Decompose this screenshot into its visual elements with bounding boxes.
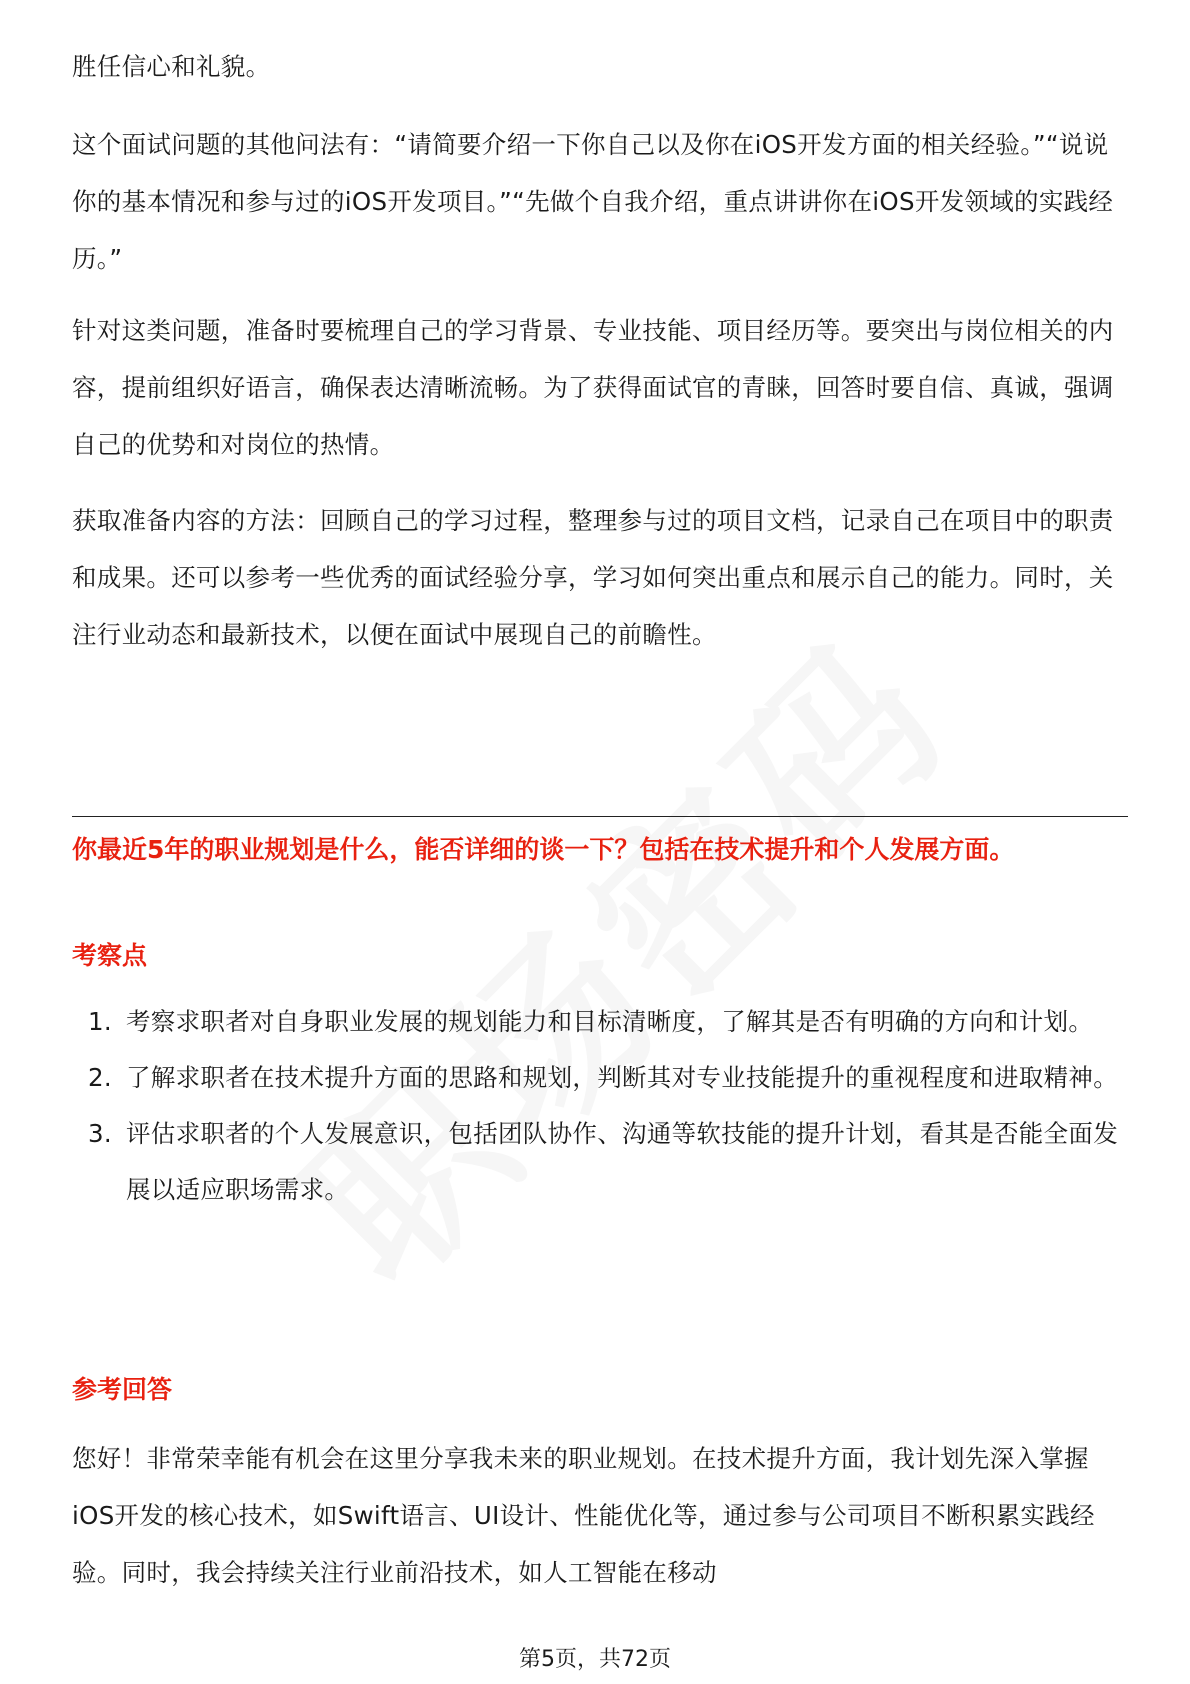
list-number: 1. bbox=[88, 1007, 112, 1036]
list-text: 评估求职者的个人发展意识，包括团队协作、沟通等软技能的提升计划，看其是否能全面发展以适应职场需求。 bbox=[126, 1119, 1118, 1204]
list-number: 3. bbox=[88, 1119, 112, 1148]
list-item bbox=[72, 1106, 1128, 1218]
section-divider bbox=[72, 816, 1128, 817]
list-number: 2. bbox=[88, 1063, 112, 1092]
page-footer: 第5页，共72页 bbox=[519, 1647, 671, 1672]
paragraph-3: 针对这类问题，准备时要梳理自己的学习背景、专业技能、项目经历等。要突出与岗位相关的内容，提前组织好语言，确保表达清晰流畅。为了获得面试官的青睐，回答时要自信、真诚，强调自己的优势和对岗位的热情。 bbox=[72, 316, 1114, 459]
list-item bbox=[72, 1050, 1128, 1106]
list-item bbox=[72, 994, 1128, 1050]
answer-paragraph: 您好！非常荣幸能有机会在这里分享我未来的职业规划。在技术提升方面，我计划先深入掌握iOS开发的核心技术，如Swift语言、UI设计、性能优化等，通过参与公司项目不断积累实践经验。同时，我会持续关注行业前沿技术，如人工智能在移动 bbox=[72, 1444, 1095, 1587]
points-heading: 考察点 bbox=[72, 941, 148, 970]
question-title: 你最近5年的职业规划是什么，能否详细的谈一下？包括在技术提升和个人发展方面。 bbox=[72, 835, 1015, 864]
list-text: 了解求职者在技术提升方面的思路和规划，判断其对专业技能提升的重视程度和进取精神。 bbox=[126, 1063, 1118, 1092]
paragraph-4: 获取准备内容的方法：回顾自己的学习过程，整理参与过的项目文档，记录自己在项目中的职责和成果。还可以参考一些优秀的面试经验分享，学习如何突出重点和展示自己的能力。同时，关注行业动态和最新技术，以便在面试中展现自己的前瞻性。 bbox=[72, 506, 1114, 649]
list-text: 考察求职者对自身职业发展的规划能力和目标清晰度，了解其是否有明确的方向和计划。 bbox=[126, 1007, 1094, 1036]
paragraph-2: 这个面试问题的其他问法有：“请简要介绍一下你自己以及你在iOS开发方面的相关经验。”“说说你的基本情况和参与过的iOS开发项目。”“先做个自我介绍，重点讲讲你在iOS开发领域的实践经历。” bbox=[72, 130, 1114, 273]
paragraph-1: 胜任信心和礼貌。 bbox=[72, 52, 271, 81]
answer-heading: 参考回答 bbox=[72, 1375, 173, 1404]
points-list bbox=[72, 994, 1128, 1218]
